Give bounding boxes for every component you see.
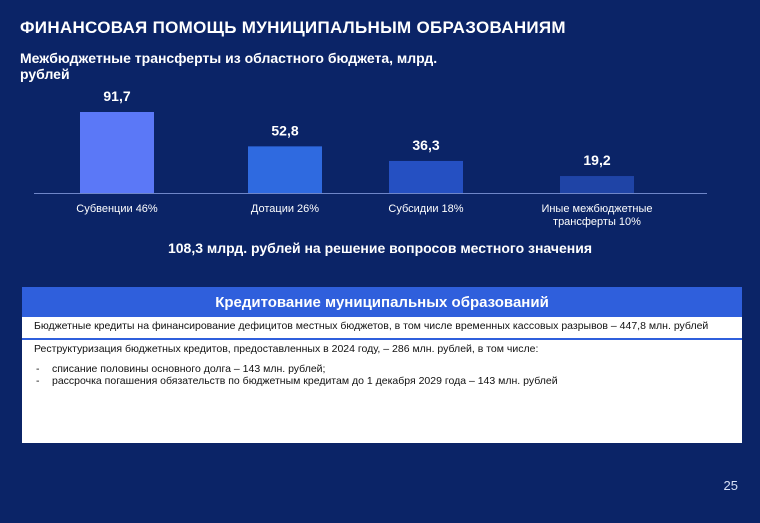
bar-4 bbox=[560, 176, 634, 193]
bullet-item-installment: - рассрочка погашения обязательств по бюджетным кредитам до 1 декабря 2029 года – 143 млн. рублей bbox=[34, 376, 730, 388]
bullet-item-debt-write-off: - списание половины основного долга – 143 млн. рублей; bbox=[34, 364, 730, 376]
category-label-1 bbox=[76, 203, 158, 215]
category-label-line: Субсидии 18% bbox=[388, 203, 464, 215]
bar-value-label-1: 91,7 bbox=[103, 88, 131, 104]
restructuring-row bbox=[22, 340, 742, 393]
restructuring-bullet-list bbox=[34, 364, 730, 387]
bar-1 bbox=[80, 112, 154, 193]
credit-panel-header: Кредитование муниципальных образований bbox=[22, 287, 742, 317]
bar-2 bbox=[248, 146, 322, 193]
credit-panel bbox=[22, 287, 742, 443]
category-label-line: трансферты 10% bbox=[553, 216, 641, 228]
restructuring-intro: Реструктуризация бюджетных кредитов, предоставленных в 2024 году, – 286 млн. рублей, в том числе: bbox=[34, 342, 539, 355]
bar-value-label-4: 19,2 bbox=[583, 152, 611, 169]
category-label-line: Дотации 26% bbox=[250, 203, 320, 215]
page-number: 25 bbox=[723, 478, 738, 493]
budget-credits-row: Бюджетные кредиты на финансирование дефицитов местных бюджетов, в том числе временных кассовых разрывов – 447,8 млн. рублей bbox=[22, 317, 742, 340]
page-title: ФИНАНСОВАЯ ПОМОЩЬ МУНИЦИПАЛЬНЫМ ОБРАЗОВАНИЯМ bbox=[20, 18, 566, 37]
bar-value-label-2: 52,8 bbox=[271, 122, 299, 139]
bar-3 bbox=[389, 161, 463, 193]
bar-value-label-3: 36,3 bbox=[412, 136, 440, 153]
category-label-line: Субвенции 46% bbox=[76, 203, 158, 215]
chart-subtitle: Межбюджетные трансферты из областного бюджета, млрд. рублей bbox=[20, 50, 438, 82]
category-label-4 bbox=[541, 203, 652, 228]
category-label-2 bbox=[251, 203, 319, 215]
category-label-3 bbox=[388, 203, 463, 215]
category-label-line: Иные межбюджетные bbox=[541, 203, 653, 215]
local-issues-highlight: 108,3 млрд. рублей на решение вопросов местного значения bbox=[167, 240, 593, 256]
transfers-bar-chart bbox=[0, 0, 760, 235]
